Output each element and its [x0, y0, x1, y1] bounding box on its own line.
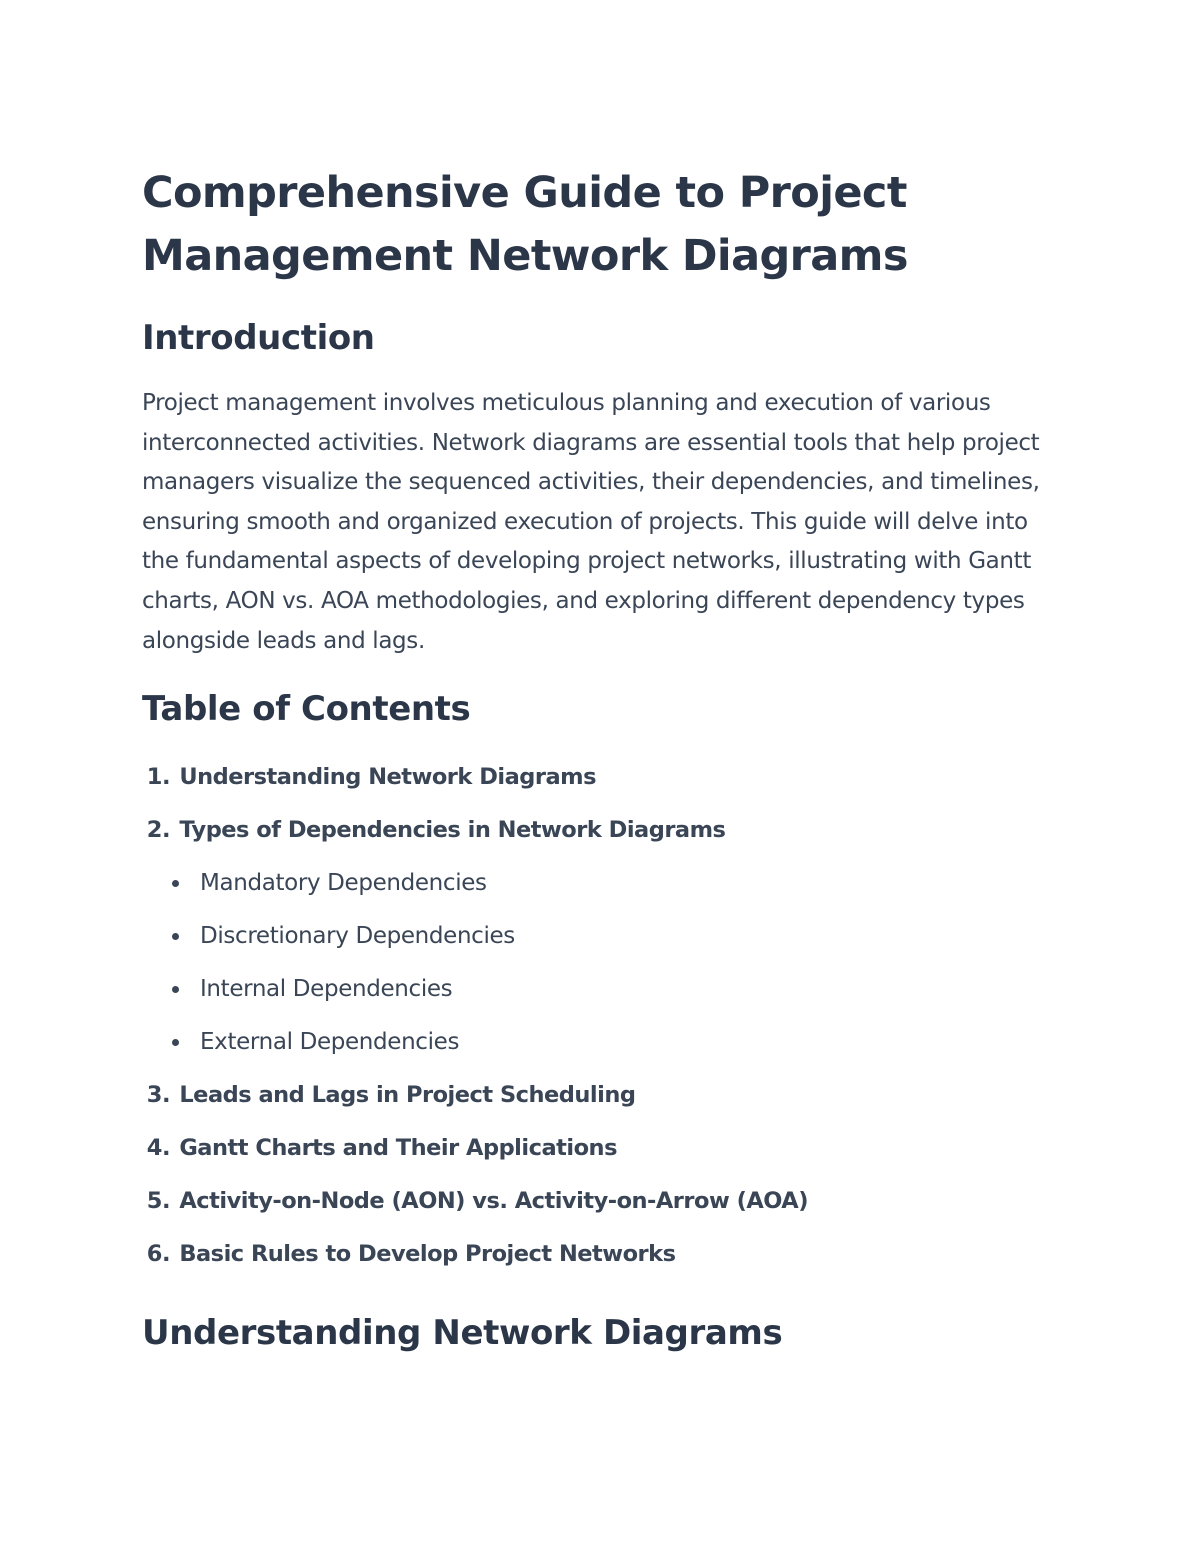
toc-item-label: Leads and Lags in Project Scheduling — [179, 1082, 636, 1109]
toc-subitem-mandatory[interactable] — [142, 857, 1062, 910]
toc-item-number: 1. — [146, 764, 170, 791]
section-heading-understanding-network-diagrams: Understanding Network Diagrams — [142, 1313, 783, 1354]
document-title: Comprehensive Guide to Project Management Network Diagrams — [142, 168, 908, 281]
toc-item-number: 6. — [146, 1241, 170, 1268]
toc-item-number: 3. — [146, 1082, 170, 1109]
toc-subitem-discretionary[interactable] — [142, 910, 1062, 963]
toc-item-label: Basic Rules to Develop Project Networks — [179, 1241, 676, 1268]
toc-item-leads-and-lags[interactable] — [142, 1069, 1062, 1122]
toc-item-number: 4. — [146, 1135, 170, 1162]
toc-subitem-external[interactable] — [142, 1016, 1062, 1069]
bullet-icon — [172, 986, 179, 993]
toc-subitem-internal[interactable] — [142, 963, 1062, 1016]
toc-item-understanding-network-diagrams[interactable] — [142, 751, 1062, 804]
toc-subitem-label: Internal Dependencies — [200, 976, 453, 1003]
toc-item-label: Activity-on-Node (AON) vs. Activity-on-Arrow (AOA) — [179, 1188, 808, 1215]
toc-subitem-label: Discretionary Dependencies — [200, 923, 515, 950]
toc-subitem-label: External Dependencies — [200, 1029, 460, 1056]
toc-item-number: 2. — [146, 817, 170, 844]
bullet-icon — [172, 1039, 179, 1046]
toc-subitem-label: Mandatory Dependencies — [200, 870, 487, 897]
bullet-icon — [172, 933, 179, 940]
introduction-heading: Introduction — [142, 318, 375, 358]
toc-heading: Table of Contents — [142, 689, 471, 730]
toc-sublist — [142, 857, 1062, 1069]
toc-item-label: Gantt Charts and Their Applications — [179, 1135, 617, 1162]
toc-item-basic-rules[interactable] — [142, 1228, 1062, 1281]
toc-item-label: Types of Dependencies in Network Diagrams — [179, 817, 726, 844]
table-of-contents — [142, 751, 1062, 1281]
bullet-icon — [172, 880, 179, 887]
introduction-paragraph: Project management involves meticulous planning and execution of various interconnected activities. Network diagrams are essential tools that help project managers visualize the sequenced activities, their dependencies, and timelines, ensuring smooth and organized execution of projects. This guide will delve into the fundamental aspects of developing project networks, illustrating with Gantt charts, AON vs. AOA methodologies, and exploring different dependency types alongside leads and lags. — [142, 390, 1040, 654]
toc-item-number: 5. — [146, 1188, 170, 1215]
toc-item-gantt-charts[interactable] — [142, 1122, 1062, 1175]
toc-item-types-of-dependencies[interactable] — [142, 804, 1062, 1069]
document-page — [142, 162, 1062, 1355]
toc-item-aon-vs-aoa[interactable] — [142, 1175, 1062, 1228]
toc-item-label: Understanding Network Diagrams — [179, 764, 596, 791]
